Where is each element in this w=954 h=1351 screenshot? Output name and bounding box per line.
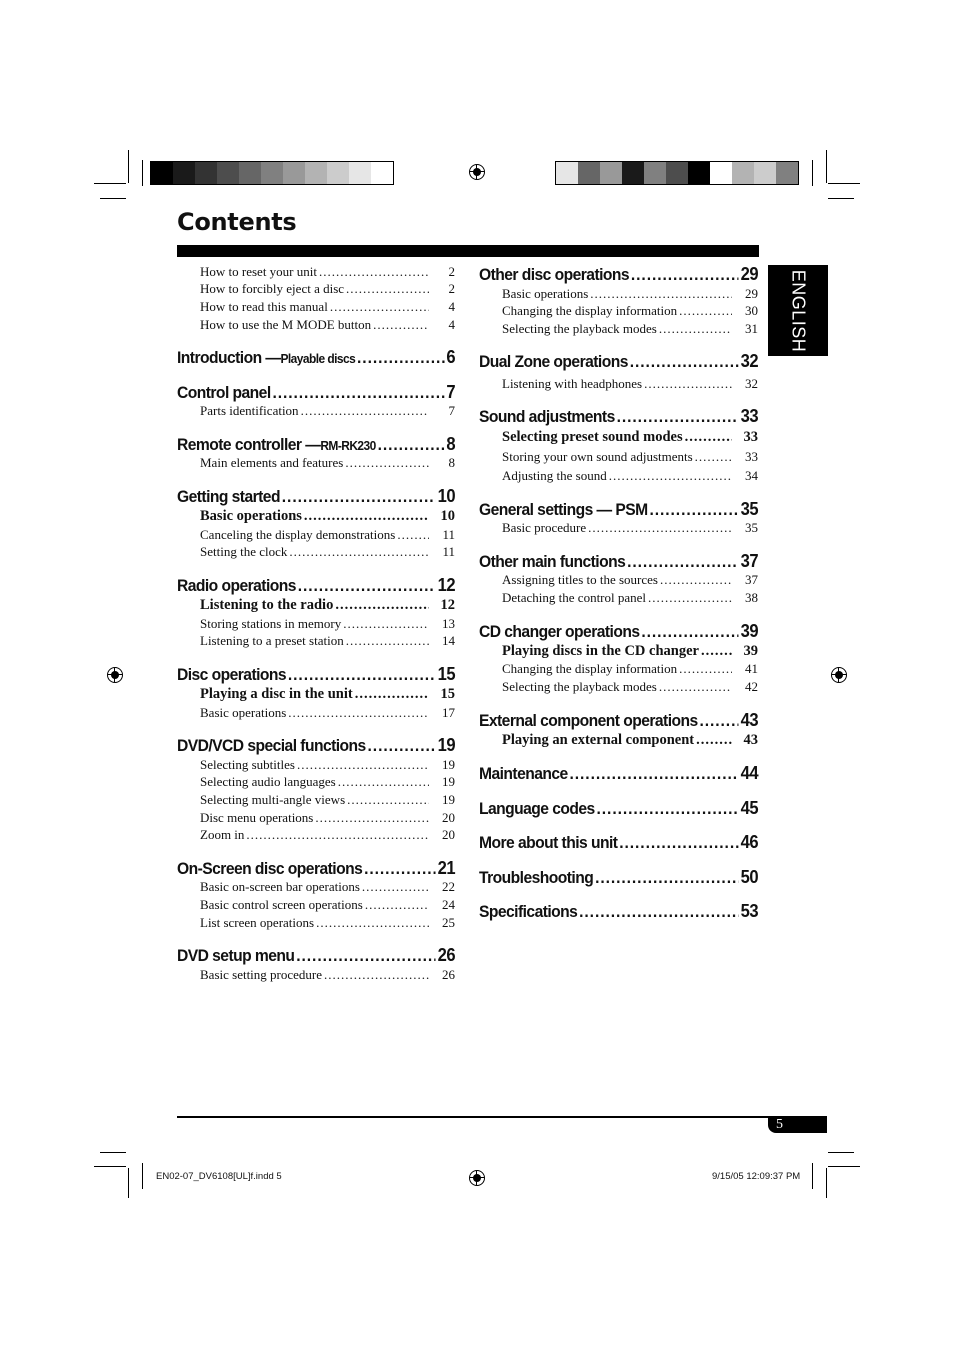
toc-page-number: 35 [740, 499, 759, 519]
toc-entry[interactable] [200, 897, 455, 913]
toc-entry-title: Introduction — [177, 348, 281, 367]
toc-page-number: 21 [437, 858, 455, 878]
toc-entry-title: Storing stations in memory [200, 616, 342, 631]
dot-leader [288, 705, 429, 721]
crop-mark [828, 198, 854, 199]
toc-entry[interactable] [200, 527, 455, 543]
page-number: 5 [776, 1117, 783, 1132]
crop-mark [812, 160, 813, 186]
toc-heading[interactable] [479, 264, 758, 285]
dot-leader [330, 299, 429, 315]
toc-entry-subtitle: RM-RK230 [320, 438, 376, 453]
toc-page-number: 8 [448, 455, 455, 470]
toc-page-number: 10 [440, 508, 455, 524]
toc-page-number: 19 [442, 792, 455, 807]
toc-heading[interactable] [479, 351, 758, 372]
dot-leader [373, 317, 429, 333]
toc-entry[interactable] [502, 376, 758, 392]
toc-page-number: 46 [740, 832, 759, 852]
dot-leader [319, 264, 429, 280]
dot-leader [627, 552, 739, 572]
registration-mark-icon [469, 1170, 485, 1186]
toc-entry-title: Canceling the display demonstrations [200, 527, 396, 542]
toc-entry-title: Detaching the control panel [502, 590, 647, 605]
dot-leader [659, 321, 732, 337]
dot-leader [701, 643, 732, 660]
toc-entry-title: Selecting multi-angle views [200, 792, 346, 807]
color-swatch [151, 162, 173, 184]
language-tab-label: ENGLISH [788, 269, 809, 352]
color-swatch [754, 162, 776, 184]
toc-entry[interactable] [200, 810, 455, 826]
toc-heading[interactable] [177, 945, 455, 966]
toc-entry[interactable] [200, 299, 455, 315]
color-swatch [305, 162, 327, 184]
dot-leader [570, 764, 739, 784]
dot-leader [362, 879, 429, 895]
toc-page-number: 19 [437, 735, 455, 755]
crop-mark [100, 1152, 126, 1153]
toc-page-number: 33 [740, 406, 759, 426]
toc-page-number: 30 [745, 303, 758, 318]
toc-entry[interactable] [502, 468, 758, 484]
dot-leader [335, 597, 429, 614]
toc-page-number: 39 [740, 621, 759, 641]
toc-entry-title: External component operations [479, 711, 698, 730]
color-swatch [371, 162, 393, 184]
toc-entry-title: Playing an external component [502, 732, 695, 748]
toc-entry[interactable] [502, 679, 758, 695]
toc-page-number: 22 [442, 879, 455, 894]
color-swatch [195, 162, 217, 184]
toc-page-number: 11 [442, 544, 455, 559]
toc-heading[interactable] [177, 858, 455, 879]
toc-heading[interactable] [177, 735, 455, 756]
toc-entry[interactable] [200, 633, 455, 649]
toc-entry-title: Basic procedure [502, 520, 587, 535]
toc-page-number: 53 [740, 901, 759, 921]
toc-page-number: 26 [437, 945, 455, 965]
toc-page-number: 13 [442, 616, 455, 631]
dot-leader [338, 774, 429, 790]
toc-page-number: 35 [745, 520, 758, 535]
toc-page-number: 33 [743, 429, 758, 445]
toc-page-number: 37 [740, 551, 759, 571]
toc-entry-title: Troubleshooting [479, 868, 594, 887]
dot-leader [619, 833, 739, 853]
color-swatch [173, 162, 195, 184]
toc-heading[interactable] [177, 434, 455, 455]
toc-entry-title: List screen operations [200, 915, 315, 930]
toc-page-number: 34 [745, 468, 758, 483]
toc-entry-title: Basic operations [200, 705, 287, 720]
toc-page-number: 38 [745, 590, 758, 605]
registration-mark-icon [469, 164, 485, 180]
toc-entry-title: Zoom in [200, 827, 245, 842]
toc-page-number: 32 [740, 351, 759, 371]
language-tab [768, 265, 828, 356]
toc-page-number: 7 [446, 382, 455, 402]
color-swatch [327, 162, 349, 184]
toc-entry[interactable] [200, 705, 455, 721]
crop-mark [828, 1152, 854, 1153]
dot-leader [282, 487, 436, 507]
dot-leader [644, 376, 732, 392]
dot-leader [288, 665, 436, 685]
crop-mark [128, 150, 129, 183]
color-swatch [239, 162, 261, 184]
toc-entry-title: Sound adjustments [479, 407, 615, 426]
toc-heading[interactable] [177, 347, 455, 368]
crop-mark [826, 150, 827, 183]
toc-page-number: 26 [442, 967, 455, 982]
dot-leader [617, 407, 739, 427]
dot-leader [590, 286, 732, 302]
toc-subheading[interactable] [502, 643, 758, 660]
toc-entry-title: Adjusting the sound [502, 468, 607, 483]
toc-entry[interactable] [200, 544, 455, 560]
dot-leader [315, 810, 429, 826]
toc-entry-title: Changing the display information [502, 303, 678, 318]
color-swatch [217, 162, 239, 184]
crop-mark [142, 1163, 143, 1189]
color-swatch [283, 162, 305, 184]
toc-entry[interactable] [502, 572, 758, 588]
toc-page-number: 20 [442, 827, 455, 842]
toc-heading[interactable] [479, 551, 758, 572]
toc-entry-title: Basic operations [502, 286, 589, 301]
toc-page-number: 15 [437, 664, 455, 684]
toc-page-number: 43 [743, 732, 758, 748]
toc-entry-title: Language codes [479, 799, 595, 818]
color-swatch [600, 162, 622, 184]
toc-entry-title: Parts identification [200, 403, 299, 418]
dot-leader [699, 711, 738, 731]
toc-entry-title: Basic operations [200, 508, 302, 524]
toc-entry[interactable] [200, 264, 455, 280]
dot-leader [301, 403, 429, 419]
dot-leader [659, 679, 732, 695]
dot-leader [316, 915, 429, 931]
toc-page-number: 7 [448, 403, 455, 418]
toc-entry-title: DVD setup menu [177, 946, 295, 965]
dot-leader [296, 946, 436, 966]
color-swatch [261, 162, 283, 184]
crop-mark [100, 198, 126, 199]
toc-entry-title: Storing your own sound adjustments [502, 449, 693, 464]
toc-entry-title: How to reset your unit [200, 264, 317, 279]
toc-entry[interactable] [200, 827, 455, 843]
toc-entry-title: Disc operations [177, 665, 287, 684]
toc-page-number: 2 [448, 264, 455, 279]
color-swatch [776, 162, 798, 184]
page-number-tab [768, 1118, 827, 1133]
color-swatch [644, 162, 666, 184]
toc-page-number: 29 [740, 264, 759, 284]
color-swatch [666, 162, 688, 184]
toc-entry-title: Basic on-screen bar operations [200, 879, 360, 894]
toc-entry-title: Dual Zone operations [479, 352, 628, 371]
toc-page-number: 39 [743, 643, 758, 659]
color-calibration-bar-left [150, 161, 394, 185]
color-swatch [732, 162, 754, 184]
toc-page-number: 50 [740, 867, 759, 887]
toc-heading[interactable] [177, 382, 455, 403]
toc-page-number: 43 [740, 710, 759, 730]
toc-entry-title: Changing the display information [502, 661, 678, 676]
dot-leader [346, 633, 429, 649]
dot-leader [347, 792, 429, 808]
toc-entry[interactable] [200, 915, 455, 931]
toc-entry-title: How to use the M MODE button [200, 317, 372, 332]
dot-leader [355, 686, 429, 703]
toc-subheading[interactable] [200, 597, 455, 614]
toc-entry[interactable] [502, 449, 758, 465]
dot-leader [345, 455, 429, 471]
toc-subheading[interactable] [200, 508, 455, 525]
slug-file-info: EN02-07_DV6108[UL]f.indd 5 [156, 1171, 282, 1182]
toc-page-number: 12 [437, 575, 455, 595]
dot-leader [357, 348, 444, 368]
crop-mark [94, 1166, 126, 1167]
toc-page-number: 15 [440, 686, 455, 702]
toc-left-column [177, 258, 455, 998]
toc-page-number: 11 [442, 527, 455, 542]
toc-heading[interactable] [479, 499, 758, 520]
toc-page-number: 17 [442, 705, 455, 720]
toc-heading[interactable] [479, 406, 758, 427]
toc-page-number: 8 [446, 434, 455, 454]
toc-entry-title: Remote controller — [177, 435, 321, 454]
toc-page-number: 42 [745, 679, 758, 694]
color-swatch [688, 162, 710, 184]
toc-entry[interactable] [200, 403, 455, 419]
dot-leader [695, 449, 732, 465]
dot-leader [324, 967, 429, 983]
toc-page-number: 29 [745, 286, 758, 301]
dot-leader [343, 616, 429, 632]
toc-entry[interactable] [200, 616, 455, 632]
toc-page-number: 19 [442, 774, 455, 789]
toc-page-number: 20 [442, 810, 455, 825]
dot-leader [597, 799, 739, 819]
toc-entry-title: General settings — PSM [479, 500, 648, 519]
toc-entry-title: Basic setting procedure [200, 967, 323, 982]
crop-mark [94, 183, 126, 184]
toc-entry[interactable] [502, 286, 758, 302]
toc-heading[interactable] [479, 621, 758, 642]
toc-entry-title: Getting started [177, 487, 280, 506]
toc-page-number: 2 [448, 281, 455, 296]
toc-entry-title: Selecting subtitles [200, 757, 295, 772]
toc-heading[interactable] [479, 710, 758, 731]
toc-page-number: 41 [745, 661, 758, 676]
toc-entry-title: Assigning titles to the sources [502, 572, 658, 587]
dot-leader [660, 572, 732, 588]
dot-leader [579, 902, 739, 922]
toc-entry-title: More about this unit [479, 833, 618, 852]
toc-page-number: 31 [745, 321, 758, 336]
color-swatch [349, 162, 371, 184]
toc-page-number: 14 [442, 633, 455, 648]
dot-leader [685, 429, 732, 446]
registration-mark-icon [831, 667, 847, 683]
toc-entry-title: Selecting audio languages [200, 774, 336, 789]
dot-leader [297, 757, 429, 773]
dot-leader [246, 827, 429, 843]
toc-page-number: 32 [745, 376, 758, 391]
crop-mark [128, 1168, 129, 1198]
toc-entry[interactable] [200, 792, 455, 808]
toc-entry[interactable] [200, 281, 455, 297]
dot-leader [595, 868, 739, 888]
toc-page-number: 25 [442, 915, 455, 930]
toc-right-column [479, 258, 758, 938]
crop-mark [828, 1166, 860, 1167]
toc-entry[interactable] [200, 317, 455, 333]
toc-page-number: 24 [442, 897, 455, 912]
toc-entry-title: Other main functions [479, 552, 626, 571]
dot-leader [346, 281, 429, 297]
slug-date-info: 9/15/05 12:09:37 PM [712, 1171, 801, 1182]
toc-entry-title: Setting the clock [200, 544, 288, 559]
toc-heading[interactable] [479, 763, 758, 784]
toc-heading[interactable] [479, 867, 758, 888]
color-swatch [622, 162, 644, 184]
color-swatch [578, 162, 600, 184]
dot-leader [641, 622, 739, 642]
toc-page-number: 6 [446, 347, 455, 367]
toc-entry[interactable] [200, 757, 455, 773]
crop-mark [826, 1168, 827, 1198]
toc-subheading[interactable] [200, 686, 455, 703]
toc-entry-title: Disc menu operations [200, 810, 314, 825]
toc-page-number: 33 [745, 449, 758, 464]
toc-page-number: 44 [740, 763, 759, 783]
toc-heading[interactable] [479, 832, 758, 853]
toc-entry[interactable] [502, 590, 758, 606]
toc-heading[interactable] [177, 486, 455, 507]
toc-entry[interactable] [200, 879, 455, 895]
dot-leader [378, 435, 445, 455]
dot-leader [679, 661, 732, 677]
toc-entry-title: Playing discs in the CD changer [502, 643, 699, 659]
toc-entry-title: Selecting the playback modes [502, 679, 657, 694]
page-title: Contents [177, 208, 297, 236]
dot-leader [696, 732, 732, 749]
toc-subheading[interactable] [502, 429, 758, 446]
toc-page-number: 37 [745, 572, 758, 587]
toc-entry-title: Playing a disc in the unit [200, 686, 353, 702]
toc-entry-title: Control panel [177, 383, 271, 402]
toc-entry-title: How to forcibly eject a disc [200, 281, 345, 296]
toc-page-number: 4 [448, 299, 455, 314]
dot-leader [298, 576, 436, 596]
toc-entry[interactable] [502, 303, 758, 319]
toc-entry-title: On-Screen disc operations [177, 859, 363, 878]
toc-page-number: 19 [442, 757, 455, 772]
toc-entry-title: Selecting preset sound modes [502, 429, 683, 445]
toc-entry-title: Selecting the playback modes [502, 321, 657, 336]
dot-leader [368, 736, 436, 756]
registration-mark-icon [107, 667, 123, 683]
dot-leader [648, 590, 732, 606]
toc-entry[interactable] [200, 967, 455, 983]
dot-leader [364, 859, 436, 879]
crop-mark [142, 160, 143, 186]
toc-heading[interactable] [479, 798, 758, 819]
toc-entry-title: How to read this manual [200, 299, 328, 314]
toc-subheading[interactable] [502, 732, 758, 749]
toc-entry-title: CD changer operations [479, 622, 640, 641]
dot-leader [609, 468, 732, 484]
toc-heading[interactable] [177, 664, 455, 685]
toc-entry-title: Other disc operations [479, 265, 630, 284]
toc-entry-title: Basic control screen operations [200, 897, 363, 912]
toc-entry-title: Radio operations [177, 576, 296, 595]
toc-page-number: 10 [437, 486, 455, 506]
dot-leader [630, 352, 739, 372]
toc-entry-title: Listening to a preset station [200, 633, 344, 648]
toc-page-number: 4 [448, 317, 455, 332]
toc-entry-title: DVD/VCD special functions [177, 736, 366, 755]
dot-leader [397, 527, 429, 543]
dot-leader [649, 500, 738, 520]
toc-entry[interactable] [502, 321, 758, 337]
color-calibration-bar-right [555, 161, 799, 185]
crop-mark [828, 183, 860, 184]
color-swatch [556, 162, 578, 184]
toc-entry[interactable] [502, 520, 758, 536]
toc-entry-title: Maintenance [479, 764, 568, 783]
dot-leader [365, 897, 429, 913]
dot-leader [588, 520, 732, 536]
dot-leader [272, 383, 444, 403]
toc-entry-subtitle: Playable discs [280, 351, 356, 366]
toc-entry-title: Listening with headphones [502, 376, 643, 391]
title-rule [177, 245, 759, 257]
dot-leader [631, 265, 739, 285]
dot-leader [304, 508, 429, 525]
toc-entry-title: Main elements and features [200, 455, 344, 470]
color-swatch [710, 162, 732, 184]
toc-entry[interactable] [502, 661, 758, 677]
toc-heading[interactable] [177, 575, 455, 596]
toc-page-number: 12 [440, 597, 455, 613]
toc-entry[interactable] [200, 455, 455, 471]
dot-leader [289, 544, 429, 560]
toc-entry-title: Listening to the radio [200, 597, 334, 613]
toc-heading[interactable] [479, 901, 758, 922]
toc-page-number: 45 [740, 798, 759, 818]
toc-entry-title: Specifications [479, 902, 578, 921]
crop-mark [812, 1163, 813, 1189]
footer-rule [177, 1116, 827, 1118]
toc-entry[interactable] [200, 774, 455, 790]
dot-leader [679, 303, 732, 319]
